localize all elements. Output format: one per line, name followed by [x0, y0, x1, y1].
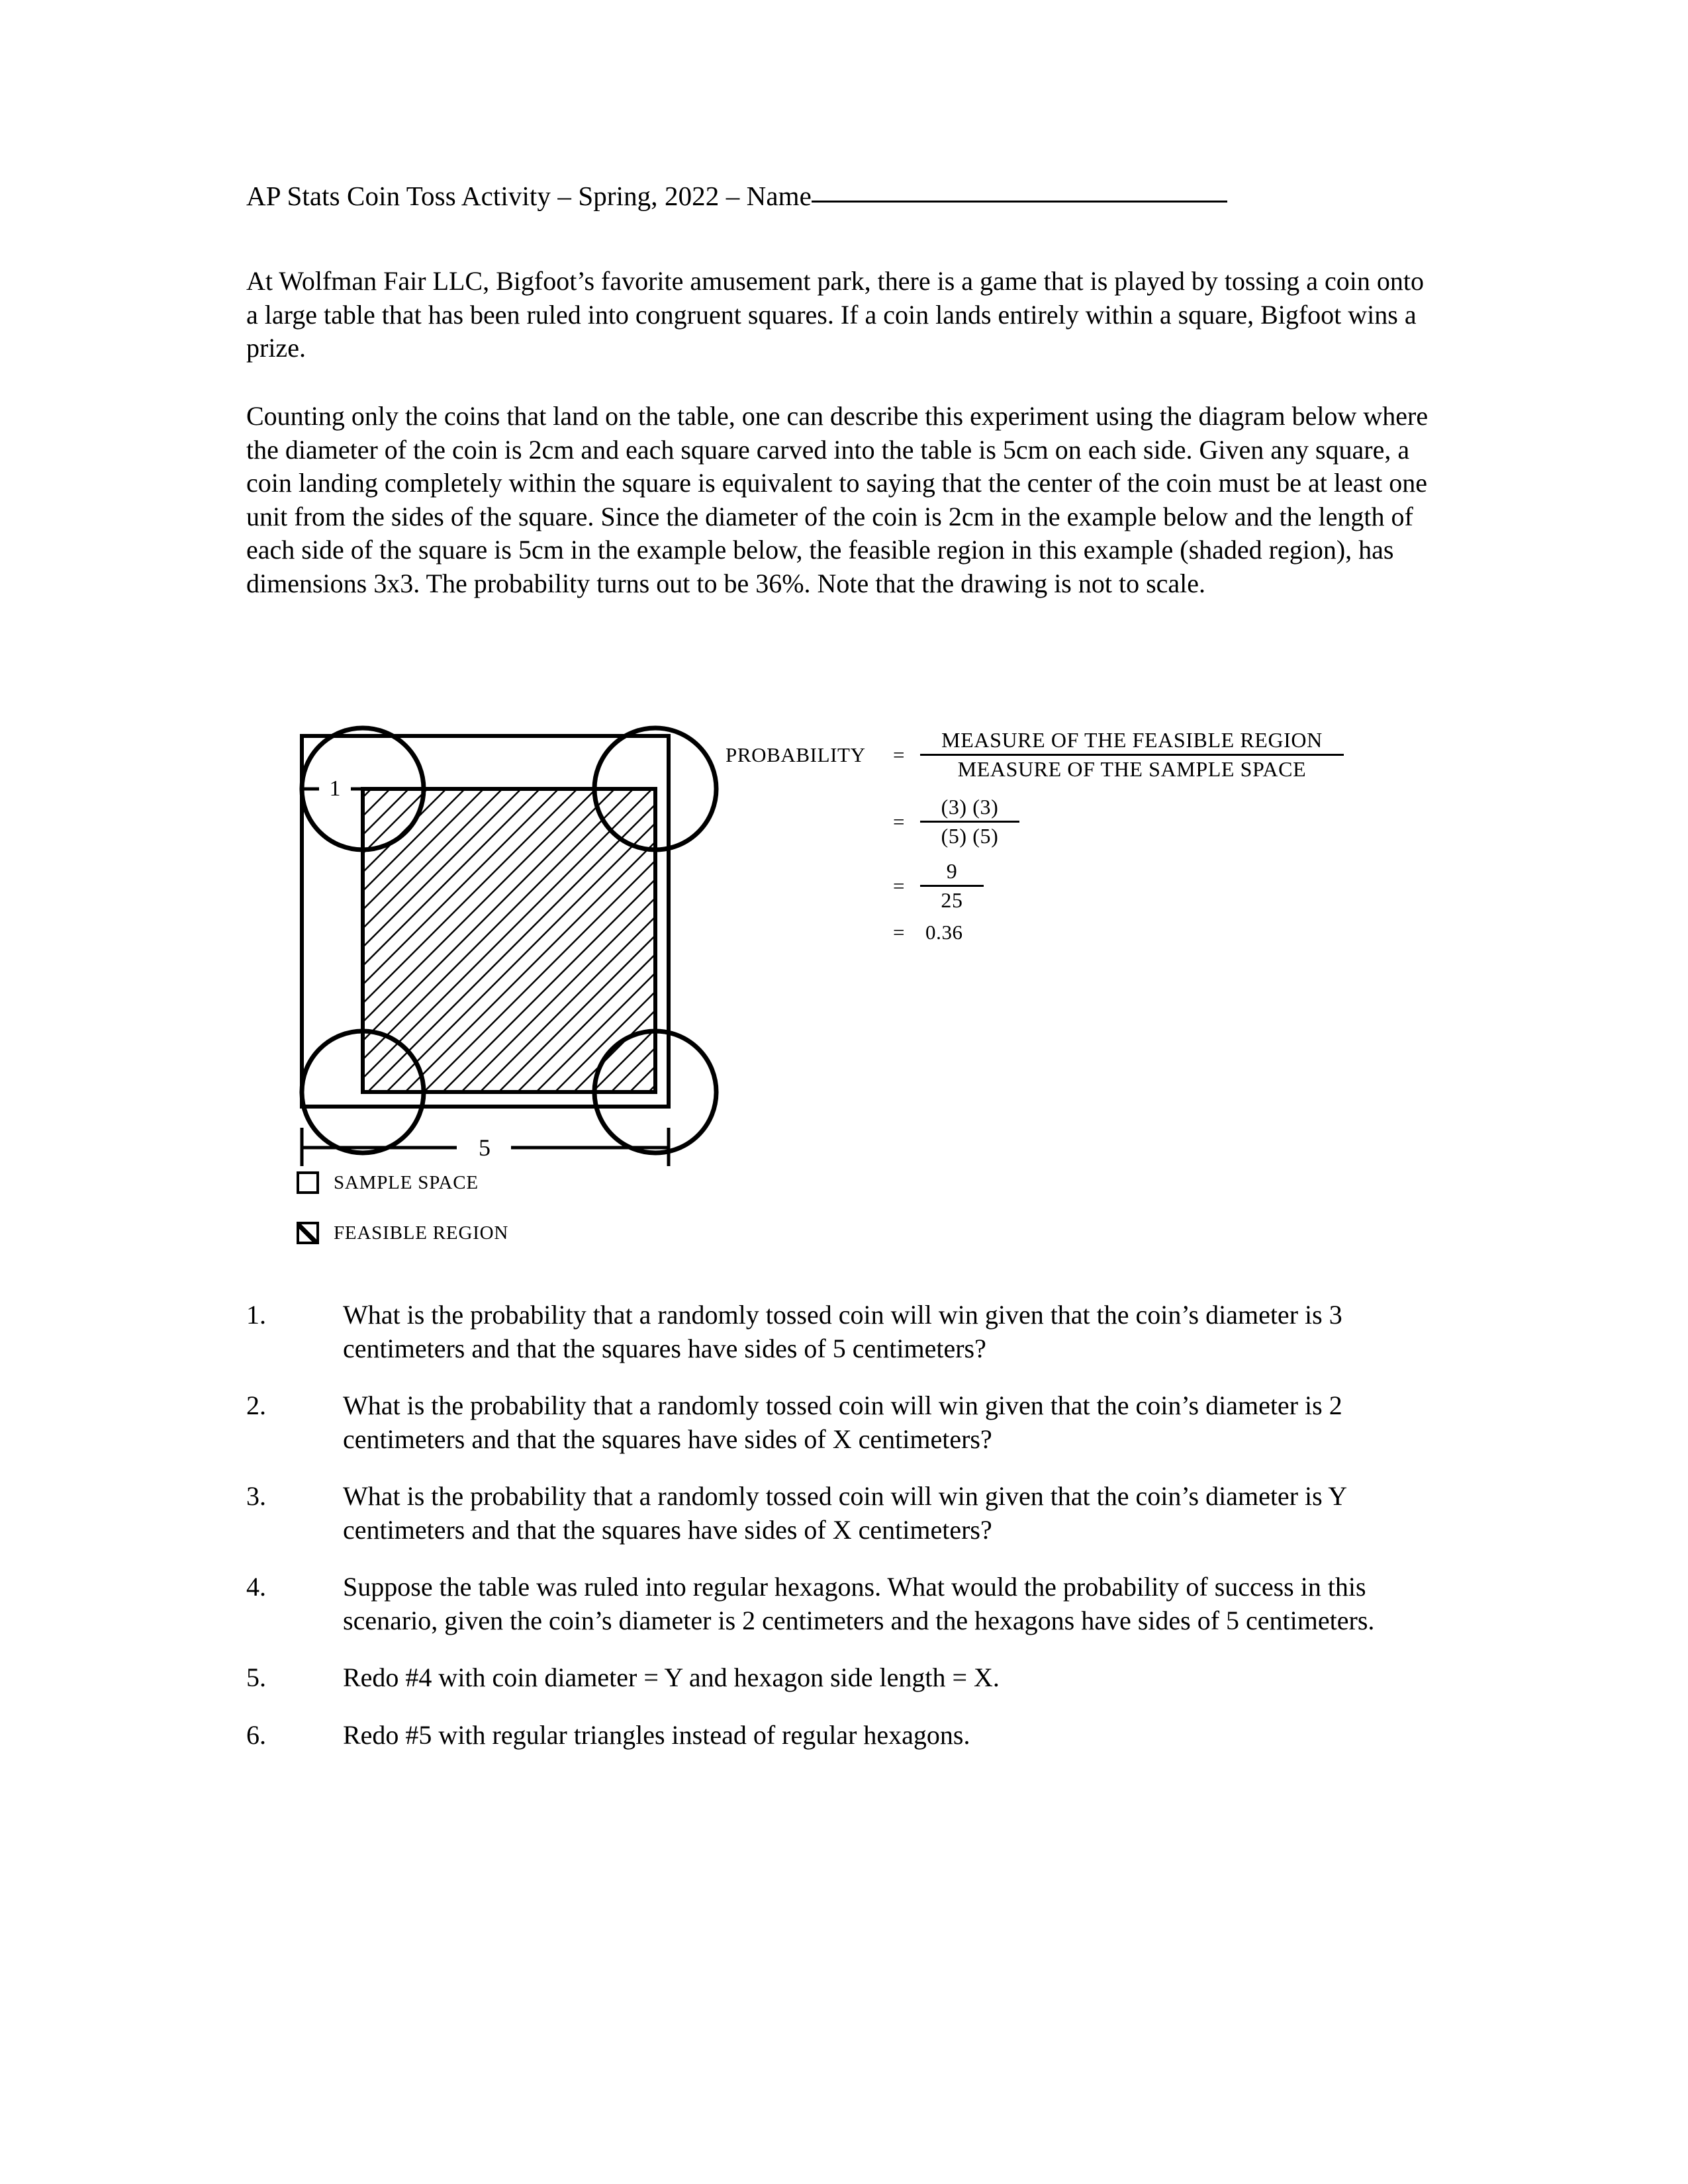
question-text: Redo #5 with regular triangles instead of regular hexagons. — [343, 1719, 970, 1750]
question-number: 6. — [246, 1719, 266, 1750]
question-item — [246, 1719, 1438, 1752]
question-text: Suppose the table was ruled into regular hexagons. What would the probability of success in this scenario, given the coin’s diameter is 2 centimeters and the hexagons have sides of 5 centimeters. — [343, 1572, 1375, 1635]
probability-decimal-value: 0.36 — [925, 921, 963, 944]
intro-paragraph-text: At Wolfman Fair LLC, Bigfoot’s favorite amusement park, there is a game that is played by tossing a coin onto a large table that has been ruled into congruent squares. If a coin lands entirely within a square, Bigfoot wins a prize. — [246, 266, 1425, 363]
side-dimension-label: 5 — [479, 1134, 491, 1161]
coin-circle-bottom-right — [594, 1031, 716, 1153]
formula-step-4 — [726, 921, 1344, 944]
question-item — [246, 1298, 1438, 1365]
question-item — [246, 1661, 1438, 1695]
legend-label-feasible-region: FEASIBLE REGION — [334, 1222, 509, 1244]
formula-step-2 — [726, 794, 1344, 850]
hatched-square-icon — [297, 1222, 319, 1244]
equals-sign-1: = — [892, 743, 906, 766]
feasible-region-square — [363, 789, 655, 1092]
explanation-paragraph-text: Counting only the coins that land on the table, one can describe this experiment using the diagram below where the diameter of the coin is 2cm and each square carved into the table is 5cm on each side. Given any square, a coin landing completely within the square is equivalent to saying that the center of the coin must be at least one unit from the sides of the square. Since the diameter of the coin is 2cm in the example below and the length of each side of the square is 5cm in the example below, the feasible region in this example (shaded region), has dimensions 3x3. The probability turns out to be 36%. Note that the drawing is not to scale. — [246, 401, 1429, 598]
explanation-paragraph — [246, 400, 1431, 600]
question-list — [246, 1298, 1438, 1776]
coin-circle-top-left — [302, 728, 424, 850]
legend-item-sample-space — [297, 1171, 508, 1194]
question-item — [246, 1570, 1438, 1637]
name-blank-line[interactable] — [812, 201, 1227, 203]
formula-step-1 — [726, 727, 1344, 783]
empty-square-icon — [297, 1171, 319, 1194]
legend-item-feasible-region — [297, 1222, 508, 1244]
question-text: What is the probability that a randomly tossed coin will win given that the coin’s diameter is 2 centimeters and that the squares have sides of X centimeters? — [343, 1390, 1342, 1454]
page-title — [246, 183, 1438, 210]
numeric-fraction-reduced — [920, 858, 984, 914]
sample-measure-text: MEASURE OF THE SAMPLE SPACE — [957, 757, 1307, 781]
question-number: 3. — [246, 1481, 266, 1511]
equals-sign-2: = — [892, 809, 906, 833]
sample-space-square — [302, 736, 669, 1107]
measure-fraction — [920, 727, 1344, 783]
question-number: 4. — [246, 1572, 266, 1602]
page-title-text: AP Stats Coin Toss Activity – Spring, 2022 – Name — [246, 181, 812, 211]
feasible-measure-text: MEASURE OF THE FEASIBLE REGION — [941, 728, 1323, 752]
equals-sign-3: = — [892, 874, 906, 897]
probability-formula — [726, 727, 1344, 948]
question-text: Redo #4 with coin diameter = Y and hexagon side length = X. — [343, 1662, 1000, 1692]
denominator-reduced: 25 — [941, 888, 963, 912]
formula-step-3 — [726, 858, 1344, 914]
coin-circle-bottom-left — [302, 1031, 424, 1153]
numerator-factors: (3) (3) — [941, 795, 999, 819]
sample-space-diagram — [265, 688, 741, 1218]
question-number: 1. — [246, 1300, 266, 1330]
question-text: What is the probability that a randomly tossed coin will win given that the coin’s diameter is Y centimeters and that the squares have sides of X centimeters? — [343, 1481, 1346, 1545]
numeric-fraction-factors — [920, 794, 1019, 850]
question-item — [246, 1389, 1438, 1456]
diagram-legend — [297, 1171, 508, 1272]
margin-dimension-label: 1 — [329, 776, 341, 801]
intro-paragraph — [246, 265, 1431, 365]
probability-label: PROBABILITY — [726, 743, 866, 766]
denominator-factors: (5) (5) — [941, 824, 999, 848]
legend-label-sample-space: SAMPLE SPACE — [334, 1171, 479, 1193]
question-number: 2. — [246, 1390, 266, 1420]
question-number: 5. — [246, 1662, 266, 1692]
question-text: What is the probability that a randomly tossed coin will win given that the coin’s diameter is 3 centimeters and that the squares have sides of 5 centimeters? — [343, 1300, 1342, 1363]
feasible-region-fill — [363, 789, 655, 1092]
equals-sign-4: = — [892, 921, 906, 944]
numerator-reduced: 9 — [946, 859, 958, 883]
coin-circle-top-right — [594, 728, 716, 850]
question-item — [246, 1480, 1438, 1547]
